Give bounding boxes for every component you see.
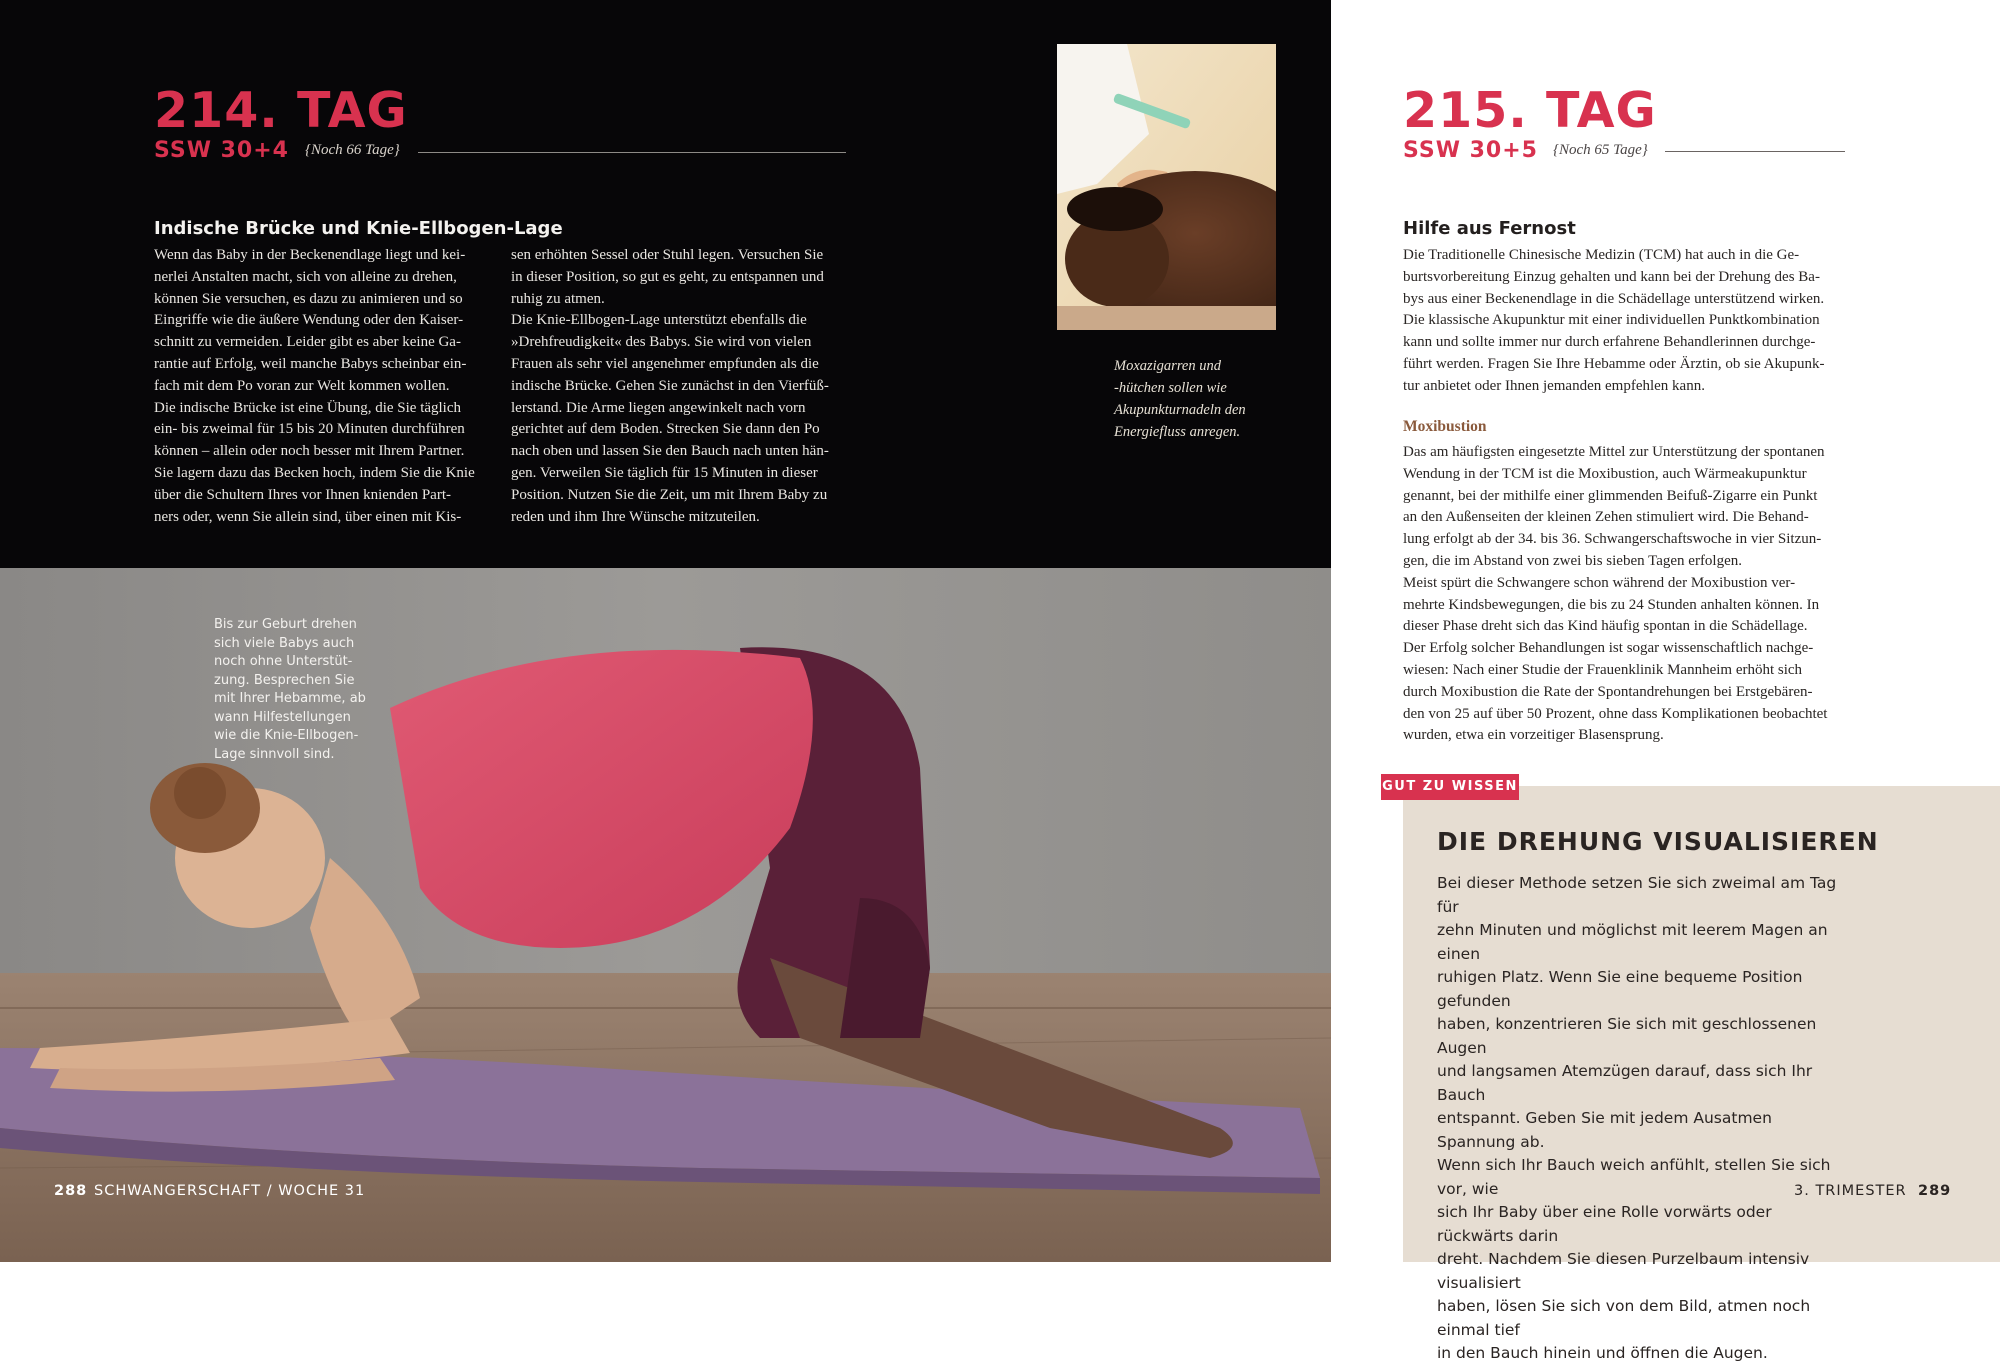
tcm-intro-text: Die Traditionelle Chinesische Medizin (TCM) hat auch in die Ge- burtsvorbereitung Einzug gehalten und kann bei der Drehung des Ba- bys aus einer Beckenendlage in die Schädellage unterstützend wirken. Die klassische Akupunktur mit einer individuellen Punktkombination kann und sollte immer nur durch erfahrene Behandlerinnen durchge- führt werden. Fragen Sie Ihre Hebamme oder Ärztin, ob sie Akupunk- tur anbietet oder Ihnen jemanden empfehlen kann. — [1403, 247, 1825, 394]
running-footer-left: SCHWANGERSCHAFT / WOCHE 31 — [94, 1183, 366, 1199]
running-footer-right: 3. TRIMESTER — [1794, 1183, 1907, 1199]
page-number-right: 289 — [1918, 1183, 1952, 1199]
header-rule-right — [1665, 151, 1845, 152]
day-title-215: 215. TAG — [1403, 82, 1657, 139]
moxibustion-text: Das am häufigsten eingesetzte Mittel zur Unterstützung der spontanen Wendung in der TCM ist die Moxibustion, auch Wärmeakupunktur genannt, bei der mithilfe einer glimmenden Beifuß-Zigarre ein Punkt an den Außenseiten der kleinen Zehen stimuliert wird. Die Behand- lung erfolgt ab der 34. bis 36. Schwangerschaftswoche in vier Sitzun- gen, die im Abstand von zwei bis sieben Tagen erfolgen. Meist spürt die Schwangere schon während der Moxibustion ver- mehrte Kindsbewegungen, die bis zu 24 Stunden anhalten können. In dieser Phase dreht sich das Kind häufig spontan in die Schädellage. Der Erfolg solcher Behandlungen ist sogar wissenschaftlich nachge- wiesen: Nach einer Studie der Frauenklinik Mannheim erhöht sich durch Moxibustion die Rate der Spontandrehungen bei Erstgebären- den von 25 auf über 50 Prozent, ohne dass Komplikationen beobachtet wurden, etwa ein vorzeitiger Blasensprung. — [1403, 444, 1828, 744]
photo-caption-left: Bis zur Geburt drehen sich viele Babys auch noch ohne Unterstüt- zung. Besprechen Sie mit Ihrer Hebamme, ab wann Hilfestellungen wie die Knie-Ellbogen- Lage sinnvoll sind. — [214, 617, 366, 762]
section-heading-left: Indische Brücke und Knie-Ellbogen-Lage — [154, 218, 563, 239]
good-to-know-badge: GUT ZU WISSEN — [1381, 774, 1519, 800]
moxibustion-photo — [1057, 44, 1276, 330]
body-text-col-2: sen erhöhten Sessel oder Stuhl legen. Versuchen Sie in dieser Position, so gut es geht, zu entspannen und ruhig zu atmen. Die Knie-Ellbogen-Lage unterstützt ebenfalls die »Drehfreudigkeit« des Babys. Sie wird von vielen Frauen als sehr viel angenehmer empfunden als die indische Brücke. Gehen Sie zunächst in den Vierfüß- lerstand. Die Arme liegen angewinkelt nach vorn gerichtet auf dem Boden. Strecken Sie dann den Po nach oben und lassen Sie den Bauch nach unten hän- gen. Verweilen Sie täglich für 15 Minuten in dieser Position. Nutzen Sie die Zeit, um mit Ihrem Baby zu reden und ihm Ihre Wünsche mitzuteilen. — [511, 247, 829, 525]
day-title-214: 214. TAG — [154, 82, 408, 139]
moxibustion-subheading: Moxibustion — [1403, 418, 1487, 435]
body-text-col-1: Wenn das Baby in der Beckenendlage liegt und kei- nerlei Anstalten macht, sich von alleine zu drehen, können Sie versuchen, es dazu zu animieren und so Eingriffe wie die äußere Wendung oder den Kaiser- schnitt zu vermeiden. Leider gibt es aber keine Ga- rantie auf Erfolg, weil manche Babys scheinbar ein- fach mit dem Po voran zur Welt kommen wollen. Die indische Brücke ist eine Übung, die Sie täglich ein- bis zweimal für 15 bis 20 Minuten durchführen können – allein oder noch besser mit Ihrem Partner. Sie lagern dazu das Becken hoch, indem Sie die Knie über die Schultern Ihres vor Ihnen knienden Part- ners oder, wenn Sie allein sind, über einen mit Kis- — [154, 247, 475, 525]
ssw-label-left: SSW 30+4 — [154, 138, 289, 163]
remaining-days-left: {Noch 66 Tage} — [305, 142, 400, 158]
moxa-caption: Moxazigarren und -hütchen sollen wie Akupunkturnadeln den Energiefluss anregen. — [1114, 358, 1246, 440]
box-title: DIE DREHUNG VISUALISIEREN — [1437, 827, 1879, 856]
box-body-text: Bei dieser Methode setzen Sie sich zweimal am Tag für zehn Minuten und möglichst mit leerem Magen an einen ruhigen Platz. Wenn Sie eine bequeme Position gefunden haben, konzentrieren Sie sich mit geschlossenen Augen und langsamen Atemzügen darauf, dass sich Ihr Bauch entspannt. Geben Sie mit jedem Ausatmen Spannung ab. Wenn sich Ihr Bauch weich anfühlt, stellen Sie sich vor, wie sich Ihr Baby über eine Rolle vorwärts oder rückwärts darin dreht. Nachdem Sie diesen Purzelbaum intensiv visualisiert haben, lösen Sie sich von dem Bild, atmen noch einmal tief in den Bauch hinein und öffnen die Augen. — [1437, 874, 1837, 1362]
page-number-left: 288 — [54, 1183, 88, 1199]
remaining-days-right: {Noch 65 Tage} — [1553, 142, 1648, 158]
section-heading-right: Hilfe aus Fernost — [1403, 218, 1576, 239]
knee-elbow-pose-photo — [0, 568, 1331, 1262]
header-rule-left — [418, 152, 846, 153]
ssw-label-right: SSW 30+5 — [1403, 138, 1538, 163]
